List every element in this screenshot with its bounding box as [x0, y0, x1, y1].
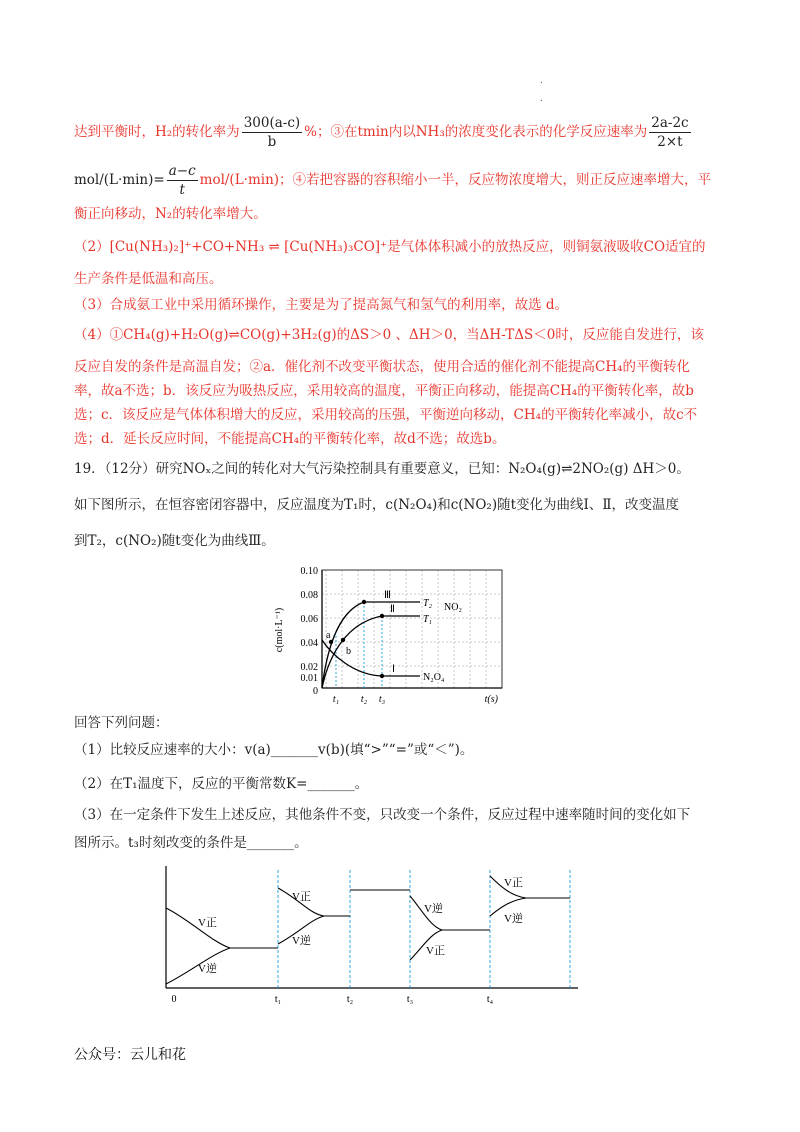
x-tick: 0 — [171, 994, 177, 1005]
y-tick: 0 — [313, 686, 318, 697]
annotation-a: a — [326, 630, 331, 641]
footer-text: 公众号：云儿和花 — [74, 1047, 186, 1063]
answer-text: mol/(L·min)；④若把容器的容积缩小一半，反应物浓度增大，则正反应速率增大，平 — [199, 172, 712, 188]
x-tick: t₁ — [274, 994, 282, 1005]
answer-line-9: 率，故a不选；b．该反应为吸热反应，采用较高的温度，平衡正向移动，能提高CH₄的平衡转化率，故b — [74, 383, 694, 399]
y-tick: 0.10 — [300, 566, 318, 577]
fraction-denominator: b — [267, 134, 277, 150]
question-prompt: 回答下列问题： — [74, 715, 169, 731]
series-label-T1: T₁ — [423, 614, 433, 625]
fraction-numerator: 2a-2c — [651, 115, 689, 131]
answer-text: 达到平衡时，H₂的转化率为 — [74, 124, 240, 140]
answer-line-3: 衡正向移动，N₂的转化率增大。 — [74, 206, 267, 222]
x-tick: t₁ — [332, 694, 340, 705]
rate-curve — [410, 896, 490, 930]
x-tick: t₂ — [360, 694, 368, 705]
series-name-II: Ⅱ — [390, 604, 395, 615]
answer-line-11: 选；d．延长反应时间，不能提高CH₄的平衡转化率，故d不选；故选b。 — [74, 431, 506, 447]
series-curve-II — [322, 616, 420, 688]
rate-time-chart — [150, 860, 590, 1010]
answer-line-7: （4）①CH₄(g)+H₂O(g)⇌CO(g)+3H₂(g)的ΔS＞0 、ΔH＞0，当ΔH-TΔS＜0时，反应能自发进行，该 — [74, 327, 704, 343]
rate-curve — [490, 876, 570, 898]
answer-line-5: 生产条件是低温和高压。 — [74, 271, 223, 287]
series-name-III: Ⅲ — [384, 590, 391, 601]
rate-label: V逆 — [292, 935, 311, 947]
question-3a: （3）在一定条件下发生上述反应，其他条件不变，只改变一个条件，反应过程中速率随时间的变化如下 — [74, 807, 691, 823]
rate-label: V逆 — [424, 903, 443, 915]
x-tick: t₄ — [486, 994, 494, 1005]
fraction — [167, 162, 198, 199]
fraction-numerator: 300(a-c) — [243, 115, 301, 131]
series-name-I: Ⅰ — [392, 664, 395, 675]
answer-line-1 — [74, 114, 693, 151]
y-axis-label: c(mol·L⁻¹) — [274, 607, 285, 653]
time-markers — [278, 870, 570, 988]
answer-line-8: 反应自发的条件是高温自发；②a．催化剂不改变平衡状态，使用合适的催化剂不能提高CH₄的平衡转化 — [74, 359, 691, 375]
annotation-b: b — [346, 646, 351, 657]
fraction — [242, 114, 302, 151]
rate-curve — [166, 908, 278, 948]
fraction-denominator: t — [179, 182, 185, 198]
point-t3-I — [380, 674, 384, 678]
rate-label: V正 — [198, 917, 217, 929]
rate-label: V逆 — [504, 913, 523, 925]
answer-line-6: （3）合成氨工业中采用循环操作，主要是为了提高氮气和氢气的利用率，故选 d。 — [74, 297, 569, 313]
y-tick: 0.08 — [300, 590, 318, 601]
rate-label: V正 — [426, 945, 445, 957]
rate-label: V正 — [504, 877, 523, 889]
chart-frame — [322, 570, 502, 688]
fraction-numerator: a−c — [168, 163, 196, 179]
answer-text: %；③在tmin内以NH₃的浓度变化表示的化学反应速率为 — [304, 124, 648, 140]
series-label-T2: T₂ — [423, 598, 433, 609]
series-label-N2O4: N₂O₄ — [423, 672, 445, 683]
question-3b: 图所示。t₃时刻改变的条件是_______。 — [74, 835, 308, 851]
fraction — [649, 114, 690, 151]
y-tick: 0.04 — [300, 638, 318, 649]
series-curve-I — [322, 640, 420, 676]
x-tick: t₃ — [406, 994, 414, 1005]
answer-line-2 — [74, 162, 711, 199]
rate-curve — [278, 888, 350, 916]
rate-label: V正 — [292, 891, 311, 903]
point-t2-III — [362, 600, 366, 604]
fraction-denominator: 2×t — [657, 134, 683, 150]
x-axis-label: t(s) — [484, 694, 498, 705]
question-1: （1）比较反应速率的大小：v(a)_______v(b)(填“>”“=”或“＜”)。 — [74, 742, 474, 758]
header-mark: . — [540, 94, 543, 104]
point-b — [341, 638, 345, 642]
x-tick: t₃ — [378, 694, 386, 705]
y-tick: 0.01 — [300, 673, 318, 684]
question-line-2: 如下图所示，在恒容密闭容器中，反应温度为T₁时，c(N₂O₄)和c(NO₂)随t变化为曲线Ⅰ、Ⅱ，改变温度 — [74, 497, 680, 513]
answer-text: mol/(L·min)= — [74, 172, 165, 188]
annotation-no2: NO₂ — [444, 602, 462, 613]
question-2: （2）在T₁温度下，反应的平衡常数K=_______。 — [74, 776, 369, 792]
chart-grid — [322, 570, 502, 688]
question-line-3: 到T₂，c(NO₂)随t变化为曲线Ⅲ。 — [74, 533, 275, 549]
y-tick: 0.02 — [300, 662, 318, 673]
header-mark: . — [540, 76, 543, 86]
question-line-1: 19．（12分）研究NOₓ之间的转化对大气污染控制具有重要意义，已知：N₂O₄(g)⇌2NO₂(g) ΔH＞0。 — [74, 461, 690, 477]
y-tick: 0.06 — [300, 614, 318, 625]
point-t3-II — [380, 614, 384, 618]
concentration-chart — [270, 560, 520, 710]
answer-line-10: 选；c．该反应是气体体积增大的反应，采用较高的压强，平衡逆向移动，CH₄的平衡转化率减小，故c不 — [74, 407, 698, 423]
answer-line-4: （2）[Cu(NH₃)₂]⁺+CO+NH₃ ⇌ [Cu(NH₃)₃CO]⁺是气体体积减小的放热反应，则铜氨液吸收CO适宜的 — [74, 239, 706, 255]
x-tick: t₂ — [346, 994, 354, 1005]
rate-label: V逆 — [198, 963, 217, 975]
